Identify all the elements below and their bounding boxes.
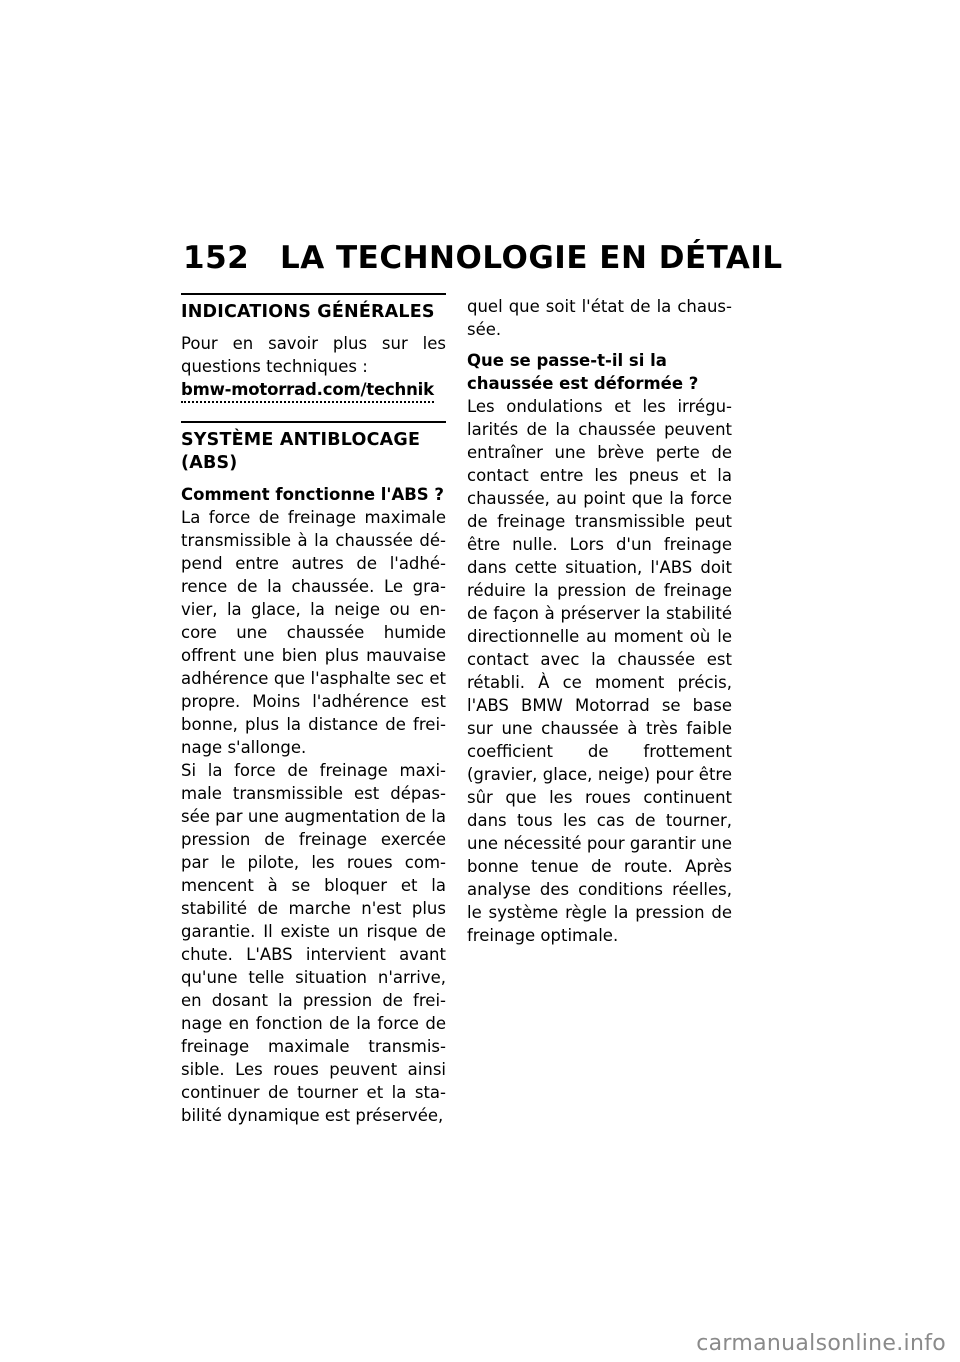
page-header xyxy=(183,240,783,276)
deformed-road-paragraph: Les ondulations et les irrégularités de la chaussée peuvent entraîner une brève perte de contact entre les pneus et la chaussée, au point que la force de freinage transmissible peut être nulle. Lors d'un freinage dans cette situation, l'ABS doit réduire la pression de freinage de façon à préserver la stabilité directionnelle au moment où le contact avec la chaussée est rétabli. À ce moment précis, l'ABS BMW Motorrad se base sur une chaussée à très faible coefficient de frottement (gravier, glace, neige) pour être sûr que les roues continuent dans tous les cas de tourner, une nécessité pour garantir une bonne tenue de route. Après analyse des conditions réelles, le système règle la pression de freinage optimale. xyxy=(467,397,732,945)
watermark: carmanualsonline.info xyxy=(696,1331,946,1356)
section-divider xyxy=(181,421,446,423)
abs-paragraph-1: La force de freinage maximale transmissible à la chaussée dépend entre autres de l'adhérence de la chaussée. Le gravier, la glace, la neige ou encore une chaussée humide offrent une bien plus mauvaise adhérence que l'asphalte sec et propre. Moins l'adhérence est bonne, plus la distance de freinage s'allonge. xyxy=(181,508,446,757)
chapter-title: LA TECHNOLOGIE EN DÉTAIL xyxy=(280,240,783,276)
page-number: 152 xyxy=(183,240,250,276)
right-column xyxy=(467,295,732,947)
general-section-title: INDICATIONS GÉNÉRALES xyxy=(181,302,435,322)
spacer xyxy=(467,341,732,349)
section-divider xyxy=(181,293,446,295)
abs-section-title: SYSTÈME ANTIBLOCAGE (ABS) xyxy=(181,430,421,473)
deformed-road-question: Que se passe-t-il si la chaussée est déformée ? xyxy=(467,351,699,393)
continuation-text: quel que soit l'état de la chaussée. xyxy=(467,297,732,339)
technik-link[interactable]: bmw-motorrad.com/technik xyxy=(181,378,434,403)
abs-question: Comment fonctionne l'ABS ? xyxy=(181,485,445,504)
abs-paragraph-2: Si la force de freinage maximale transmissible est dépassée par une augmentation de la pression de freinage exercée par le pilote, les roues commencent à se bloquer et la stabilité de marche n'est plus garantie. Il existe un risque de chute. L'ABS intervient avant qu'une telle situation n'arrive, en dosant la pression de freinage en fonction de la force de freinage maximale transmissible. Les roues peuvent ainsi continuer de tourner et la stabilité dynamique est préservée, xyxy=(181,761,446,1125)
spacer xyxy=(181,403,446,421)
general-text: Pour en savoir plus sur les questions techniques : xyxy=(181,334,446,376)
left-column xyxy=(181,293,446,1127)
